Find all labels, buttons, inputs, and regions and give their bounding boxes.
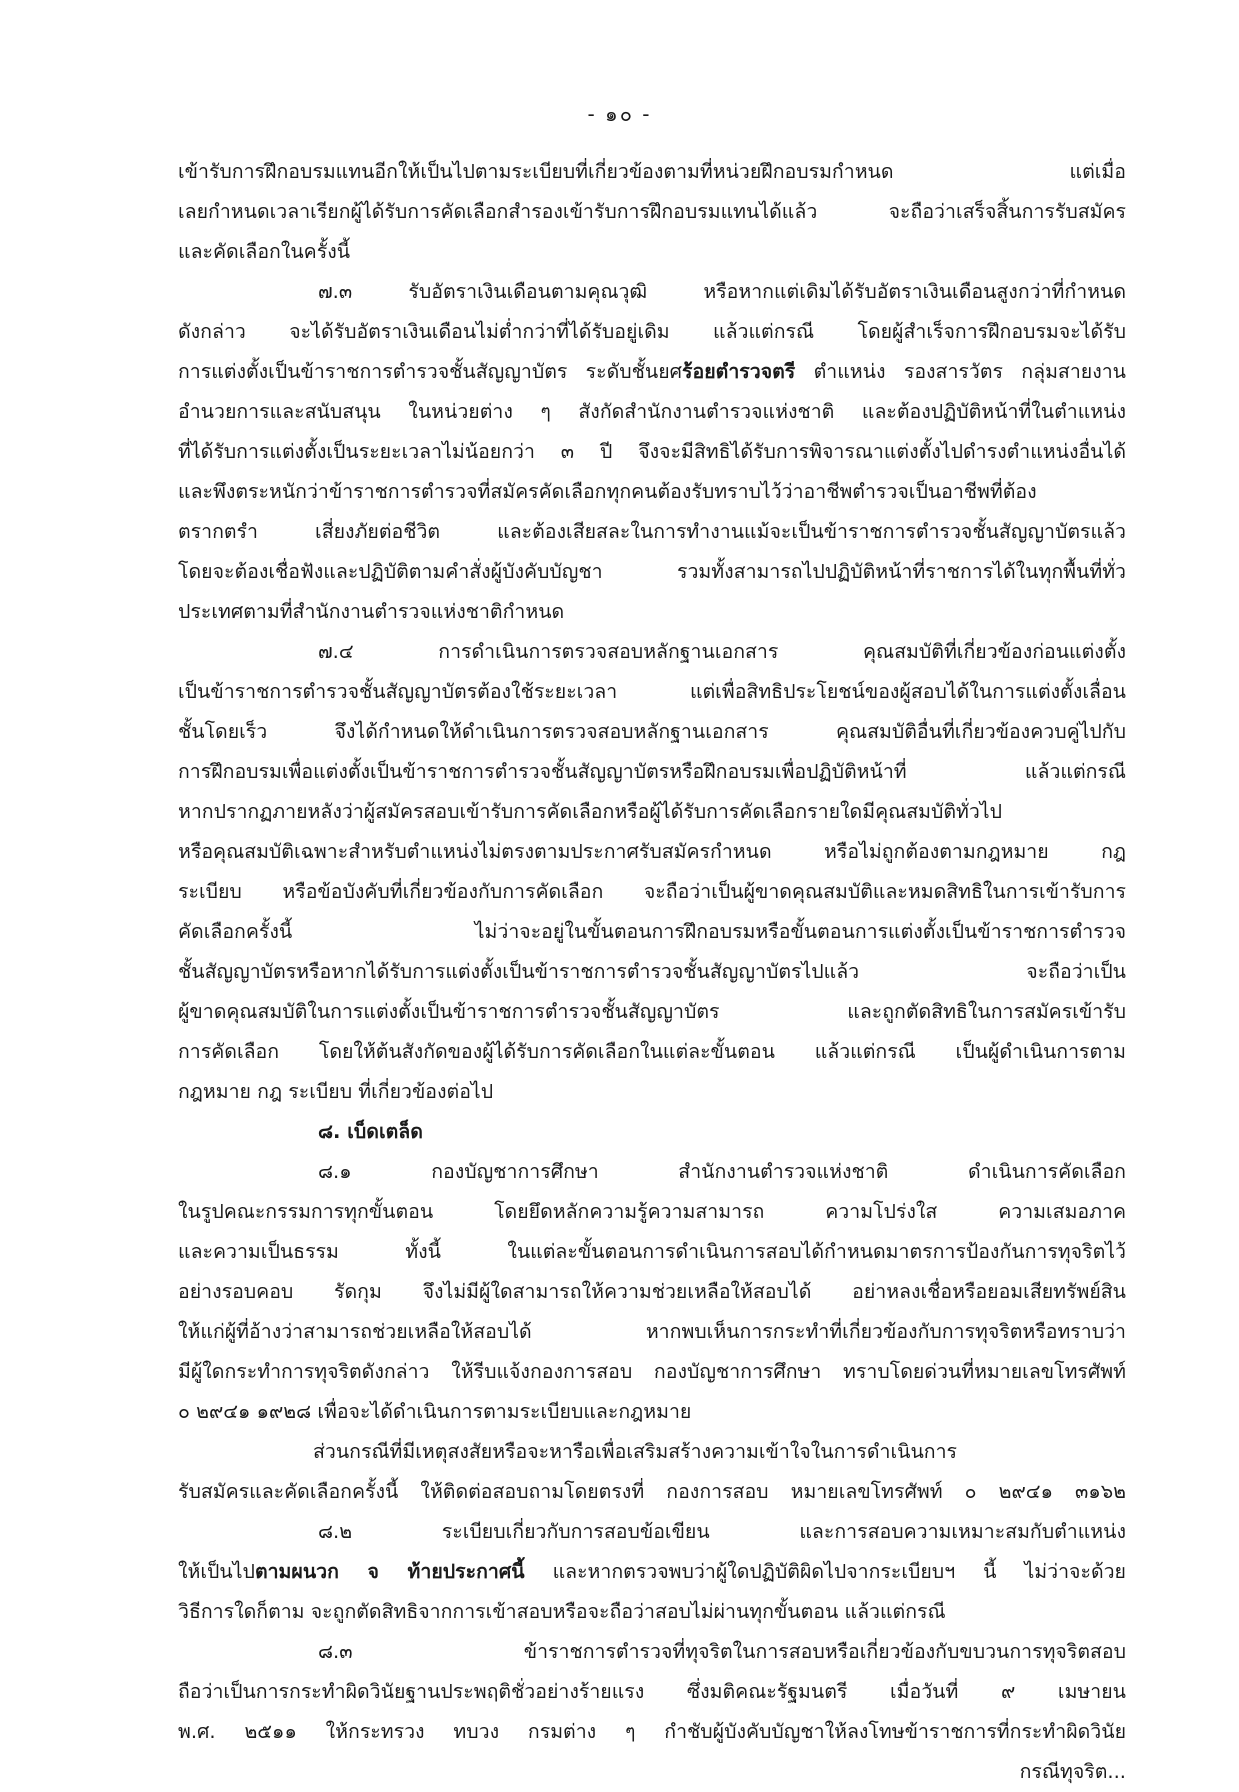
paragraph-line: ถือว่าเป็นการกระทำผิดวินัยฐานประพฤติชั่วอย่างร้ายแรง ซึ่งมติคณะรัฐมนตรี เมื่อวันที่ ๙ เมษายน — [178, 1680, 1126, 1703]
paragraph-line-with-bold — [178, 1552, 1126, 1592]
paragraph-line: ดังกล่าว จะได้รับอัตราเงินเดือนไม่ต่ำกว่าที่ได้รับอยู่เดิม แล้วแต่กรณี โดยผู้สำเร็จการฝึกอบรมจะได้รับ — [178, 320, 1126, 343]
paragraph-line: ชั้นโดยเร็ว จึงได้กำหนดให้ดำเนินการตรวจสอบหลักฐานเอกสาร คุณสมบัติอื่นที่เกี่ยวข้องควบคู่ไปกับ — [178, 720, 1126, 743]
paragraph-line: กฎหมาย กฎ ระเบียบ ที่เกี่ยวข้องต่อไป — [178, 1080, 494, 1103]
clause-8-1-line: ๘.๑ กองบัญชาการศึกษา สำนักงานตำรวจแห่งชาติ ดำเนินการคัดเลือก — [318, 1160, 1126, 1183]
paragraph-line: และความเป็นธรรม ทั้งนี้ ในแต่ละขั้นตอนการดำเนินการสอบได้กำหนดมาตรการป้องกันการทุจริตไว้ — [178, 1240, 1126, 1263]
clause-7-3-line: ๗.๓ รับอัตราเงินเดือนตามคุณวุฒิ หรือหากแต่เดิมได้รับอัตราเงินเดือนสูงกว่าที่กำหนด — [318, 280, 1126, 303]
paragraph-line: และพึงตระหนักว่าข้าราชการตำรวจที่สมัครคัดเลือกทุกคนต้องรับทราบไว้ว่าอาชีพตำรวจเป็นอาชีพที่ต้อง — [178, 480, 1037, 503]
text-segment: และหากตรวจพบว่าผู้ใดปฏิบัติผิดไปจากระเบียบฯ นี้ ไม่ว่าจะด้วย — [524, 1560, 1126, 1583]
text-segment: ตำแหน่ง รองสารวัตร กลุ่มสายงาน — [795, 360, 1127, 383]
clause-7-4-line: ๗.๔ การดำเนินการตรวจสอบหลักฐานเอกสาร คุณสมบัติที่เกี่ยวข้องก่อนแต่งตั้ง — [318, 640, 1126, 663]
continuation-marker: กรณีทุจริต... — [1019, 1760, 1126, 1783]
paragraph-line: ผู้ขาดคุณสมบัติในการแต่งตั้งเป็นข้าราชการตำรวจชั้นสัญญาบัตร และถูกตัดสิทธิในการสมัครเข้ารับ — [178, 1000, 1126, 1023]
paragraph-line: ในรูปคณะกรรมการทุกขั้นตอน โดยยึดหลักความรู้ความสามารถ ความโปร่งใส ความเสมอภาค — [178, 1200, 1126, 1223]
document-body — [178, 152, 1126, 1792]
page-number: - ๑๐ - — [587, 102, 652, 126]
paragraph-line: ๐ ๒๙๔๑ ๑๙๒๘ เพื่อจะได้ดำเนินการตามระเบียบและกฎหมาย — [178, 1400, 692, 1423]
clause-8-2-line: ๘.๒ ระเบียบเกี่ยวกับการสอบข้อเขียน และการสอบความเหมาะสมกับตำแหน่ง — [318, 1520, 1126, 1543]
contact-paragraph-line: ส่วนกรณีที่มีเหตุสงสัยหรือจะหารือเพื่อเสริมสร้างความเข้าใจในการดำเนินการ — [313, 1440, 958, 1463]
text-segment: การแต่งตั้งเป็นข้าราชการตำรวจชั้นสัญญาบัตร ระดับชั้นยศ — [178, 360, 683, 383]
paragraph-line: การคัดเลือก โดยให้ต้นสังกัดของผู้ได้รับการคัดเลือกในแต่ละขั้นตอน แล้วแต่กรณี เป็นผู้ดำเนินการตาม — [178, 1040, 1126, 1063]
paragraph-line: ให้แก่ผู้ที่อ้างว่าสามารถช่วยเหลือให้สอบได้ หากพบเห็นการกระทำที่เกี่ยวข้องกับการทุจริตหรือทราบว่า — [178, 1320, 1126, 1343]
paragraph-line: โดยจะต้องเชื่อฟังและปฏิบัติตามคำสั่งผู้บังคับบัญชา รวมทั้งสามารถไปปฏิบัติหน้าที่ราชการได้ในทุกพื้นที่ทั่ว — [178, 560, 1126, 583]
paragraph-line: หากปรากฏภายหลังว่าผู้สมัครสอบเข้ารับการคัดเลือกหรือผู้ได้รับการคัดเลือกรายใดมีคุณสมบัติทั่วไป — [178, 800, 1002, 823]
section-8-heading: ๘. เบ็ดเตล็ด — [318, 1120, 423, 1143]
paragraph-line: ระเบียบ หรือข้อบังคับที่เกี่ยวข้องกับการคัดเลือก จะถือว่าเป็นผู้ขาดคุณสมบัติและหมดสิทธิในการเข้ารับการ — [178, 880, 1126, 903]
paragraph-line: อำนวยการและสนับสนุน ในหน่วยต่าง ๆ สังกัดสำนักงานตำรวจแห่งชาติ และต้องปฏิบัติหน้าที่ในตำแหน่ง — [178, 400, 1126, 423]
paragraph-line: เป็นข้าราชการตำรวจชั้นสัญญาบัตรต้องใช้ระยะเวลา แต่เพื่อสิทธิประโยชน์ของผู้สอบได้ในการแต่งตั้งเลื่อน — [178, 680, 1126, 703]
bold-annex-ref: ตามผนวก จ ท้ายประกาศนี้ — [254, 1560, 525, 1583]
paragraph-line: คัดเลือกครั้งนี้ ไม่ว่าจะอยู่ในขั้นตอนการฝึกอบรมหรือขั้นตอนการแต่งตั้งเป็นข้าราชการตำรวจ — [178, 920, 1126, 943]
paragraph-line: เลยกำหนดเวลาเรียกผู้ได้รับการคัดเลือกสำรองเข้ารับการฝึกอบรมแทนได้แล้ว จะถือว่าเสร็จสิ้นการรับสมัคร — [178, 200, 1126, 223]
paragraph-line: ชั้นสัญญาบัตรหรือหากได้รับการแต่งตั้งเป็นข้าราชการตำรวจชั้นสัญญาบัตรไปแล้ว จะถือว่าเป็น — [178, 960, 1126, 983]
paragraph-line: เข้ารับการฝึกอบรมแทนอีกให้เป็นไปตามระเบียบที่เกี่ยวข้องตามที่หน่วยฝึกอบรมกำหนด แต่เมื่อ — [178, 160, 1126, 183]
paragraph-line: ประเทศตามที่สำนักงานตำรวจแห่งชาติกำหนด — [178, 600, 565, 623]
paragraph-line: การฝึกอบรมเพื่อแต่งตั้งเป็นข้าราชการตำรวจชั้นสัญญาบัตรหรือฝึกอบรมเพื่อปฏิบัติหน้าที่ แล้วแต่กรณี — [178, 760, 1126, 783]
paragraph-line: ตรากตรำ เสี่ยงภัยต่อชีวิต และต้องเสียสละในการทำงานแม้จะเป็นข้าราชการตำรวจชั้นสัญญาบัตรแล้ว — [178, 520, 1126, 543]
clause-8-3-line: ๘.๓ ข้าราชการตำรวจที่ทุจริตในการสอบหรือเกี่ยวข้องกับขบวนการทุจริตสอบ — [318, 1640, 1126, 1663]
paragraph-line: วิธีการใดก็ตาม จะถูกตัดสิทธิจากการเข้าสอบหรือจะถือว่าสอบไม่ผ่านทุกขั้นตอน แล้วแต่กรณี — [178, 1600, 946, 1623]
paragraph-line: อย่างรอบคอบ รัดกุม จึงไม่มีผู้ใดสามารถให้ความช่วยเหลือให้สอบได้ อย่าหลงเชื่อหรือยอมเสียทรัพย์สิน — [178, 1280, 1126, 1303]
bold-rank: ร้อยตำรวจตรี — [682, 360, 796, 383]
text-segment: ให้เป็นไป — [178, 1560, 255, 1583]
paragraph-line: หรือคุณสมบัติเฉพาะสำหรับตำแหน่งไม่ตรงตามประกาศรับสมัครกำหนด หรือไม่ถูกต้องตามกฎหมาย กฎ — [178, 840, 1126, 863]
paragraph-line: พ.ศ. ๒๕๑๑ ให้กระทรวง ทบวง กรมต่าง ๆ กำชับผู้บังคับบัญชาให้ลงโทษข้าราชการที่กระทำผิดวินัย — [178, 1720, 1126, 1743]
paragraph-line: มีผู้ใดกระทำการทุจริตดังกล่าว ให้รีบแจ้งกองการสอบ กองบัญชาการศึกษา ทราบโดยด่วนที่หมายเลขโทรศัพท์ — [178, 1360, 1126, 1383]
paragraph-line: รับสมัครและคัดเลือกครั้งนี้ ให้ติดต่อสอบถามโดยตรงที่ กองการสอบ หมายเลขโทรศัพท์ ๐ ๒๙๔๑ ๓๑๖๒ — [178, 1480, 1126, 1503]
paragraph-line-with-bold — [178, 352, 1126, 392]
paragraph-line: และคัดเลือกในครั้งนี้ — [178, 240, 351, 263]
paragraph-line: ที่ได้รับการแต่งตั้งเป็นระยะเวลาไม่น้อยกว่า ๓ ปี จึงจะมีสิทธิได้รับการพิจารณาแต่งตั้งไปดำรงตำแหน่งอื่นได้ — [178, 440, 1126, 463]
